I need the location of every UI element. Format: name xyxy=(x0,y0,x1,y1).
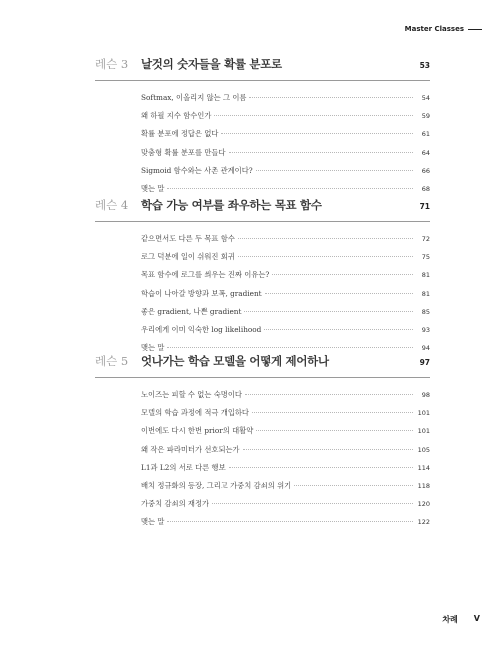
toc-entry xyxy=(95,481,430,499)
lesson-number: 레슨 4 xyxy=(95,198,129,212)
footer-page-number: V xyxy=(473,614,480,623)
lesson-title: 날것의 숫자들을 확률 분포로 xyxy=(141,57,282,71)
entry-title: 왜 작은 파라미터가 선호되는가 xyxy=(141,444,240,454)
page-footer xyxy=(442,614,480,625)
entry-title: 맺는 말 xyxy=(141,343,165,353)
running-head-rule xyxy=(468,29,482,30)
lesson-heading xyxy=(95,56,430,81)
lesson-title: 학습 가능 여부를 좌우하는 목표 함수 xyxy=(141,198,322,212)
entry-list xyxy=(95,93,430,202)
dot-leader xyxy=(221,133,413,134)
toc-entry xyxy=(95,517,430,535)
lesson-page: 97 xyxy=(419,358,430,367)
dot-leader xyxy=(265,293,413,294)
toc-entry xyxy=(95,325,430,343)
running-head-text: Master Classes xyxy=(404,25,464,33)
toc-entry xyxy=(95,289,430,307)
dot-leader xyxy=(244,311,413,312)
entry-title: 좋은 gradient, 나쁜 gradient xyxy=(141,306,242,316)
entry-title: 배치 정규화의 등장, 그리고 가중치 감쇠의 위기 xyxy=(141,480,292,490)
lesson-section xyxy=(95,353,430,536)
toc-entry xyxy=(95,499,430,517)
toc-entry xyxy=(95,252,430,270)
dot-leader xyxy=(294,485,413,486)
lesson-page: 71 xyxy=(419,202,430,211)
entry-title: 맺는 말 xyxy=(141,183,165,193)
entry-page: 72 xyxy=(421,235,430,243)
toc-entry xyxy=(95,234,430,252)
dot-leader xyxy=(167,347,413,348)
dot-leader xyxy=(252,412,413,413)
dot-leader xyxy=(238,256,413,257)
toc-entry xyxy=(95,166,430,184)
dot-leader xyxy=(256,430,413,431)
entry-title: 우리에게 이미 익숙한 log likelihood xyxy=(141,324,262,334)
toc-entry xyxy=(95,148,430,166)
entry-title: 맞춤형 확률 분포를 만들다 xyxy=(141,147,226,157)
entry-page: 120 xyxy=(417,500,430,509)
entry-page: 81 xyxy=(421,289,430,298)
entry-title: 왜 하필 지수 함수인가 xyxy=(141,111,212,121)
entry-page: 101 xyxy=(417,427,430,436)
toc-entry xyxy=(95,390,430,408)
entry-title: 맺는 말 xyxy=(141,517,165,527)
entry-page: 59 xyxy=(421,112,430,121)
entry-title: 학습이 나아갈 방향과 보폭, gradient xyxy=(141,288,262,298)
entry-title: 이번에도 다시 한번 prior의 대활약 xyxy=(141,426,254,436)
dot-leader xyxy=(229,152,414,153)
dot-leader xyxy=(167,521,413,522)
entry-page: 105 xyxy=(417,445,430,454)
lesson-section xyxy=(95,56,430,202)
entry-title: 확률 분포에 정답은 없다 xyxy=(141,129,219,139)
lesson-title: 엇나가는 학습 모델을 어떻게 제어하나 xyxy=(141,354,329,368)
entry-page: 68 xyxy=(421,184,430,193)
dot-leader xyxy=(272,274,413,275)
entry-title: 로그 덕분에 일이 쉬워진 회귀 xyxy=(141,252,235,262)
entry-list xyxy=(95,390,430,536)
dot-leader xyxy=(229,467,413,468)
entry-list xyxy=(95,234,430,361)
lesson-heading xyxy=(95,197,430,222)
running-head xyxy=(405,25,482,33)
entry-page: 101 xyxy=(417,409,430,418)
entry-title: 노이즈는 피할 수 없는 숙명이다 xyxy=(141,390,242,399)
entry-title: Sigmoid 함수와는 사촌 관계이다? xyxy=(141,165,253,175)
lesson-number: 레슨 3 xyxy=(95,57,129,71)
toc-entry xyxy=(95,445,430,463)
footer-label: 차례 xyxy=(442,615,458,624)
entry-page: 66 xyxy=(421,166,430,175)
dot-leader xyxy=(212,503,413,504)
entry-title: 목표 함수에 로그를 씌우는 진짜 이유는? xyxy=(141,270,270,280)
toc-entry xyxy=(95,426,430,444)
dot-leader xyxy=(256,170,413,171)
toc-entry xyxy=(95,129,430,147)
lesson-page: 53 xyxy=(419,61,430,70)
dot-leader xyxy=(264,329,413,330)
entry-page: 94 xyxy=(421,344,430,353)
entry-page: 54 xyxy=(421,94,430,102)
lesson-section xyxy=(95,197,430,361)
dot-leader xyxy=(245,394,413,395)
entry-page: 85 xyxy=(421,307,430,316)
entry-title: Softmax, 이올리지 않는 그 이름 xyxy=(141,93,247,102)
toc-entry xyxy=(95,307,430,325)
entry-title: L1과 L2의 서로 다른 행보 xyxy=(141,462,226,472)
lesson-heading xyxy=(95,353,430,378)
dot-leader xyxy=(243,449,413,450)
entry-page: 98 xyxy=(421,391,430,399)
lesson-number: 레슨 5 xyxy=(95,354,129,368)
dot-leader xyxy=(167,188,413,189)
entry-page: 75 xyxy=(421,253,430,262)
dot-leader xyxy=(238,238,413,239)
entry-title: 가중치 감쇠의 재정가 xyxy=(141,499,210,509)
toc-entry xyxy=(95,270,430,288)
entry-page: 61 xyxy=(421,130,430,139)
toc-entry xyxy=(95,408,430,426)
entry-title: 같으면서도 다른 두 목표 함수 xyxy=(141,234,235,243)
entry-page: 64 xyxy=(421,148,430,157)
dot-leader xyxy=(249,97,413,98)
entry-page: 118 xyxy=(417,481,430,490)
entry-page: 122 xyxy=(417,518,430,527)
dot-leader xyxy=(214,115,413,116)
entry-page: 81 xyxy=(421,271,430,280)
entry-page: 114 xyxy=(417,463,430,472)
toc-entry xyxy=(95,111,430,129)
toc-entry xyxy=(95,93,430,111)
entry-title: 모델의 학습 과정에 적극 개입하다 xyxy=(141,408,249,418)
toc-entry xyxy=(95,463,430,481)
entry-page: 93 xyxy=(421,325,430,334)
